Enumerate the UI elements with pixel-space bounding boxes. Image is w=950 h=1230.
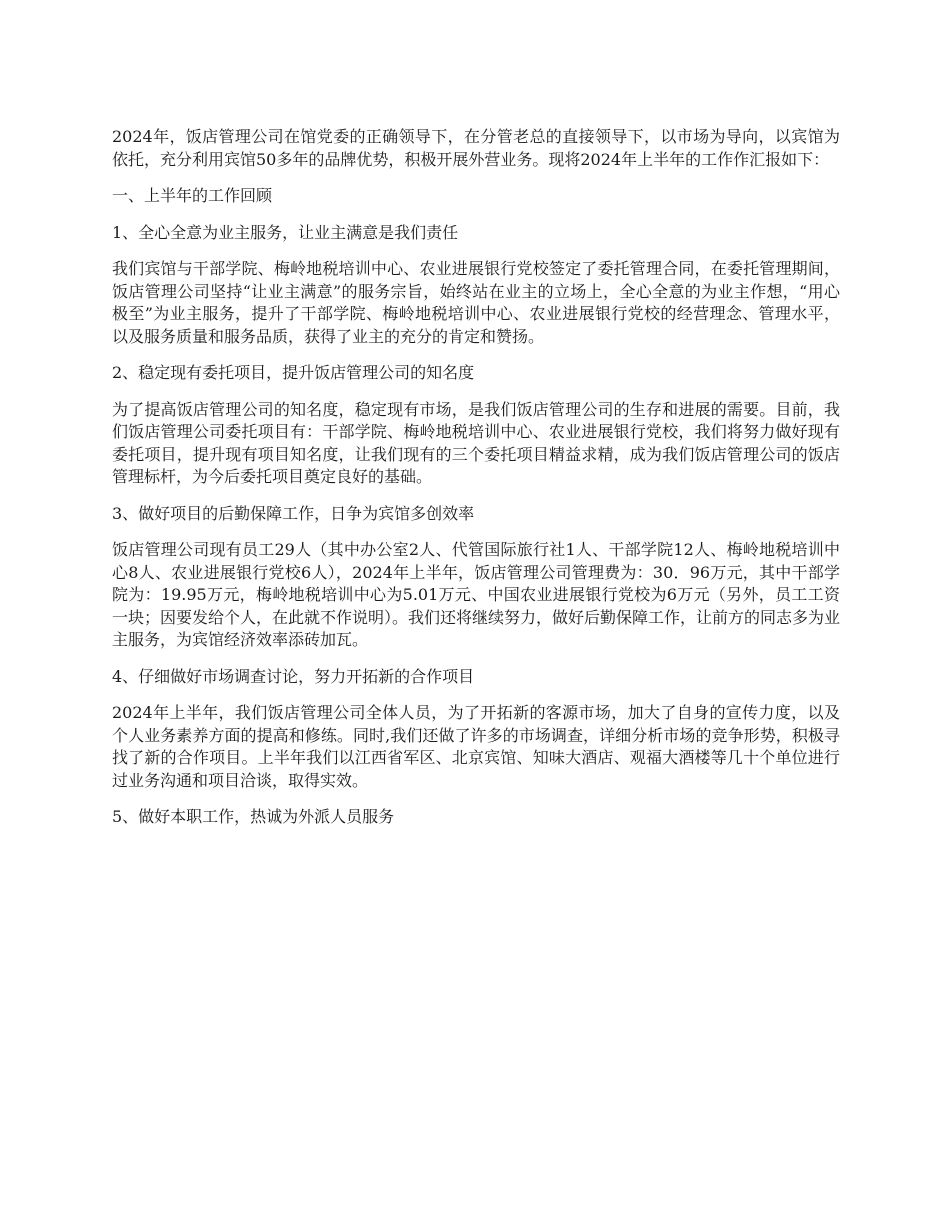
- paragraph-3: 饭店管理公司现有员工29人（其中办公室2人、代管国际旅行社1人、干部学院12人、梅岭地税培训中心8人、农业进展银行党校6人），2024年上半年，饭店管理公司管理费为：30．96万元，其中干部学院为：19.95万元，梅岭地税培训中心为5.01万元、中国农业进展银行党校为6万元（另外，员工工资一块；因要发给个人，在此就不作说明）。我们还将继续努力，做好后勤保障工作，让前方的同志多为业主服务，为宾馆经济效率添砖加瓦。: [112, 540, 841, 649]
- paragraph-1: 我们宾馆与干部学院、梅岭地税培训中心、农业进展银行党校签定了委托管理合同，在委托管理期间，饭店管理公司坚持“让业主满意”的服务宗旨，始终站在业主的立场上，全心全意的为业主作想，“用心极至”为业主服务，提升了干部学院、梅岭地税培训中心、农业进展银行党校的经营理念、管理水平，以及服务质量和服务品质，获得了业主的充分的肯定和赞扬。: [112, 259, 840, 346]
- subheading-3: 3、做好项目的后勤保障工作，日争为宾馆多创效率: [112, 503, 475, 523]
- subheading-4: 4、仔细做好市场调查讨论，努力开拓新的合作项目: [112, 666, 475, 686]
- section-heading-review: 一、上半年的工作回顾: [112, 186, 273, 205]
- subheading-5: 5、做好本职工作，热诚为外派人员服务: [112, 807, 395, 826]
- paragraph-2: 为了提高饭店管理公司的知名度，稳定现有市场，是我们饭店管理公司的生存和进展的需要。目前，我们饭店管理公司委托项目有：干部学院、梅岭地税培训中心、农业进展银行党校，我们将努力做好现有委托项目，提升现有项目知名度，让我们现有的三个委托项目精益求精，成为我们饭店管理公司的饭店管理标杆，为今后委托项目奠定良好的基础。: [112, 399, 840, 486]
- subheading-2: 2、稳定现有委托项目，提升饭店管理公司的知名度: [112, 363, 475, 382]
- document-page: [112, 126, 840, 843]
- intro-paragraph: 2024年，饭店管理公司在馆党委的正确领导下，在分管老总的直接领导下，以市场为导向，以宾馆为依托，充分利用宾馆50多年的品牌优势，积极开展外营业务。现将2024年上半年的工作作汇报如下：: [112, 127, 840, 169]
- subheading-1: 1、全心全意为业主服务，让业主满意是我们责任: [112, 222, 459, 242]
- paragraph-4: 2024年上半年，我们饭店管理公司全体人员，为了开拓新的客源市场，加大了自身的宣传力度，以及个人业务素养方面的提高和修练。同时,我们还做了许多的市场调查，详细分析市场的竞争形势，积极寻找了新的合作项目。上半年我们以江西省军区、北京宾馆、知味大酒店、观福大酒楼等几十个单位进行过业务沟通和项目洽谈，取得实效。: [112, 703, 840, 790]
